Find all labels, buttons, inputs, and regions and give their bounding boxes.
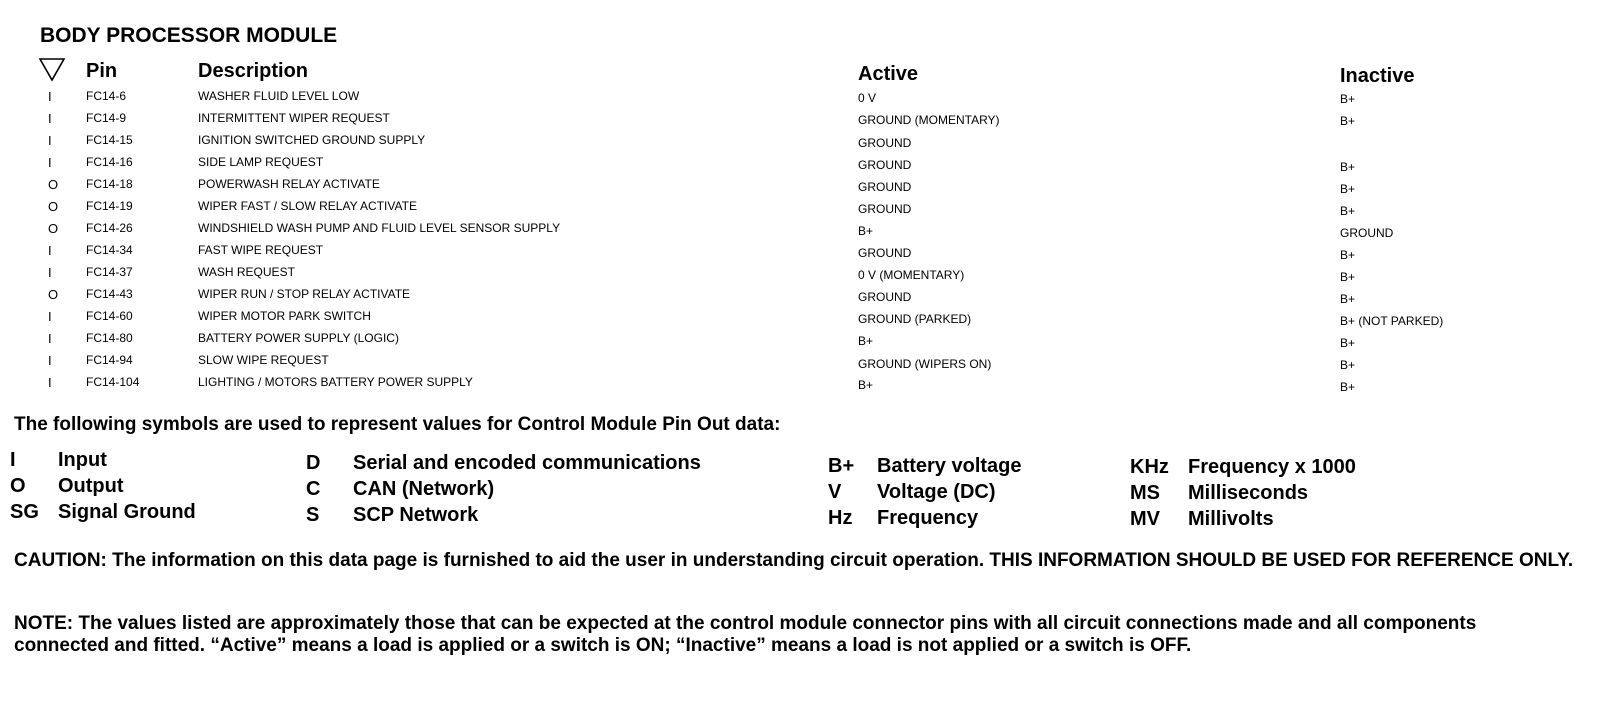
table-row xyxy=(0,243,1600,265)
pin-id: FC14-9 xyxy=(86,111,127,125)
caution-text: CAUTION: The information on this data page is furnished to aid the user in understanding circuit operation. THIS INFORMATION SHOULD BE USED FOR REFERENCE ONLY. xyxy=(14,550,1574,571)
io-type: O xyxy=(48,287,59,302)
table-row xyxy=(0,133,1600,155)
table-row xyxy=(0,331,1600,353)
inactive-value: B+ xyxy=(1340,248,1356,262)
active-value: GROUND (MOMENTARY) xyxy=(858,113,1000,127)
pin-id: FC14-26 xyxy=(86,221,133,235)
io-type: I xyxy=(48,133,52,148)
io-type: I xyxy=(48,331,52,346)
active-value: B+ xyxy=(858,378,874,392)
pin-id: FC14-43 xyxy=(86,287,133,301)
inactive-value: B+ xyxy=(1340,292,1356,306)
legend-symbol: C xyxy=(306,478,321,500)
legend-symbol: KHz xyxy=(1130,456,1169,478)
legend-meaning: CAN (Network) xyxy=(353,478,495,500)
pin-description: BATTERY POWER SUPPLY (LOGIC) xyxy=(198,331,399,345)
pin-description: INTERMITTENT WIPER REQUEST xyxy=(198,111,390,125)
table-row xyxy=(0,265,1600,287)
inactive-value: B+ xyxy=(1340,204,1356,218)
legend-symbol: V xyxy=(828,481,842,503)
header-pin: Pin xyxy=(86,60,118,82)
active-value: GROUND xyxy=(858,202,912,216)
pin-description: WASHER FLUID LEVEL LOW xyxy=(198,89,360,103)
io-type: I xyxy=(48,89,52,104)
io-type: O xyxy=(48,199,59,214)
pin-description: WASH REQUEST xyxy=(198,265,295,279)
pin-id: FC14-18 xyxy=(86,177,133,191)
pin-description: WIPER FAST / SLOW RELAY ACTIVATE xyxy=(198,199,417,213)
pin-id: FC14-94 xyxy=(86,353,133,367)
legend-meaning: Battery voltage xyxy=(877,455,1022,477)
pin-description: IGNITION SWITCHED GROUND SUPPLY xyxy=(198,133,426,147)
active-value: GROUND xyxy=(858,246,912,260)
inactive-value: B+ xyxy=(1340,182,1356,196)
io-type: I xyxy=(48,375,52,390)
legend-meaning: Milliseconds xyxy=(1188,482,1309,504)
inactive-value: GROUND xyxy=(1340,226,1394,240)
pin-id: FC14-19 xyxy=(86,199,133,213)
active-value: GROUND xyxy=(858,180,912,194)
pin-description: WIPER RUN / STOP RELAY ACTIVATE xyxy=(198,287,411,301)
legend-meaning: Voltage (DC) xyxy=(877,481,996,503)
legend-meaning: Output xyxy=(58,475,124,497)
pin-description: FAST WIPE REQUEST xyxy=(198,243,324,257)
header-inactive: Inactive xyxy=(1340,65,1415,87)
note-text: NOTE: The values listed are approximately those that can be expected at the control module connector pins with all circuit connections made and all components connected and fitted. “Active” means a load is applied or a switch is ON; “Inactive” means a load is not applied or a switch is OFF. xyxy=(14,613,1477,656)
pin-id: FC14-6 xyxy=(86,89,127,103)
direction-triangle-icon xyxy=(38,56,66,82)
table-row xyxy=(0,353,1600,375)
legend-symbol: B+ xyxy=(828,455,855,477)
table-row xyxy=(0,177,1600,199)
inactive-value: B+ xyxy=(1340,160,1356,174)
inactive-value: B+ xyxy=(1340,270,1356,284)
pin-description: WIPER MOTOR PARK SWITCH xyxy=(198,309,371,323)
pin-description: LIGHTING / MOTORS BATTERY POWER SUPPLY xyxy=(198,375,473,389)
io-type: I xyxy=(48,155,52,170)
legend-symbol: Hz xyxy=(828,507,853,529)
active-value: GROUND xyxy=(858,136,912,150)
pin-description: SLOW WIPE REQUEST xyxy=(198,353,329,367)
pin-description: POWERWASH RELAY ACTIVATE xyxy=(198,177,380,191)
io-type: I xyxy=(48,353,52,368)
legend-intro: The following symbols are used to represent values for Control Module Pin Out data: xyxy=(14,414,781,435)
table-row xyxy=(0,309,1600,331)
table-row xyxy=(0,199,1600,221)
active-value: GROUND (WIPERS ON) xyxy=(858,357,992,371)
active-value: 0 V xyxy=(858,91,877,105)
header-active: Active xyxy=(858,63,919,85)
io-type: I xyxy=(48,265,52,280)
legend-meaning: Frequency x 1000 xyxy=(1188,456,1356,478)
active-value: B+ xyxy=(858,224,874,238)
legend-meaning: SCP Network xyxy=(353,504,479,526)
legend-symbol: O xyxy=(10,475,26,497)
table-row xyxy=(0,111,1600,133)
active-value: GROUND xyxy=(858,290,912,304)
pin-id: FC14-60 xyxy=(86,309,133,323)
table-row xyxy=(0,221,1600,243)
table-row xyxy=(0,375,1600,397)
active-value: 0 V (MOMENTARY) xyxy=(858,268,965,282)
inactive-value: B+ xyxy=(1340,380,1356,394)
pin-id: FC14-80 xyxy=(86,331,133,345)
table-row xyxy=(0,287,1600,309)
pin-id: FC14-16 xyxy=(86,155,133,169)
legend-symbol: MV xyxy=(1130,508,1160,530)
io-type: I xyxy=(48,243,52,258)
io-type: I xyxy=(48,309,52,324)
legend-symbol: S xyxy=(306,504,320,526)
pin-description: SIDE LAMP REQUEST xyxy=(198,155,324,169)
legend-symbol: I xyxy=(10,449,16,471)
inactive-value: B+ xyxy=(1340,358,1356,372)
module-title: BODY PROCESSOR MODULE xyxy=(40,24,338,47)
legend-meaning: Frequency xyxy=(877,507,979,529)
io-type: I xyxy=(48,111,52,126)
inactive-value: B+ xyxy=(1340,92,1356,106)
active-value: GROUND xyxy=(858,158,912,172)
active-value: GROUND (PARKED) xyxy=(858,312,972,326)
active-value: B+ xyxy=(858,334,874,348)
legend-symbol: SG xyxy=(10,501,39,523)
pin-id: FC14-104 xyxy=(86,375,140,389)
header-description: Description xyxy=(198,60,309,82)
inactive-value: B+ xyxy=(1340,336,1356,350)
pin-description: WINDSHIELD WASH PUMP AND FLUID LEVEL SENSOR SUPPLY xyxy=(198,221,561,235)
io-type: O xyxy=(48,221,59,236)
legend-meaning: Serial and encoded communications xyxy=(353,452,701,474)
pin-id: FC14-37 xyxy=(86,265,133,279)
table-row xyxy=(0,155,1600,177)
io-type: O xyxy=(48,177,59,192)
legend-symbol: D xyxy=(306,452,321,474)
inactive-value: B+ (NOT PARKED) xyxy=(1340,314,1444,328)
legend-meaning: Input xyxy=(58,449,107,471)
legend-symbol: MS xyxy=(1130,482,1160,504)
pin-id: FC14-15 xyxy=(86,133,133,147)
table-row xyxy=(0,89,1600,111)
inactive-value: B+ xyxy=(1340,114,1356,128)
legend-meaning: Millivolts xyxy=(1188,508,1274,530)
legend-meaning: Signal Ground xyxy=(58,501,196,523)
pin-id: FC14-34 xyxy=(86,243,133,257)
